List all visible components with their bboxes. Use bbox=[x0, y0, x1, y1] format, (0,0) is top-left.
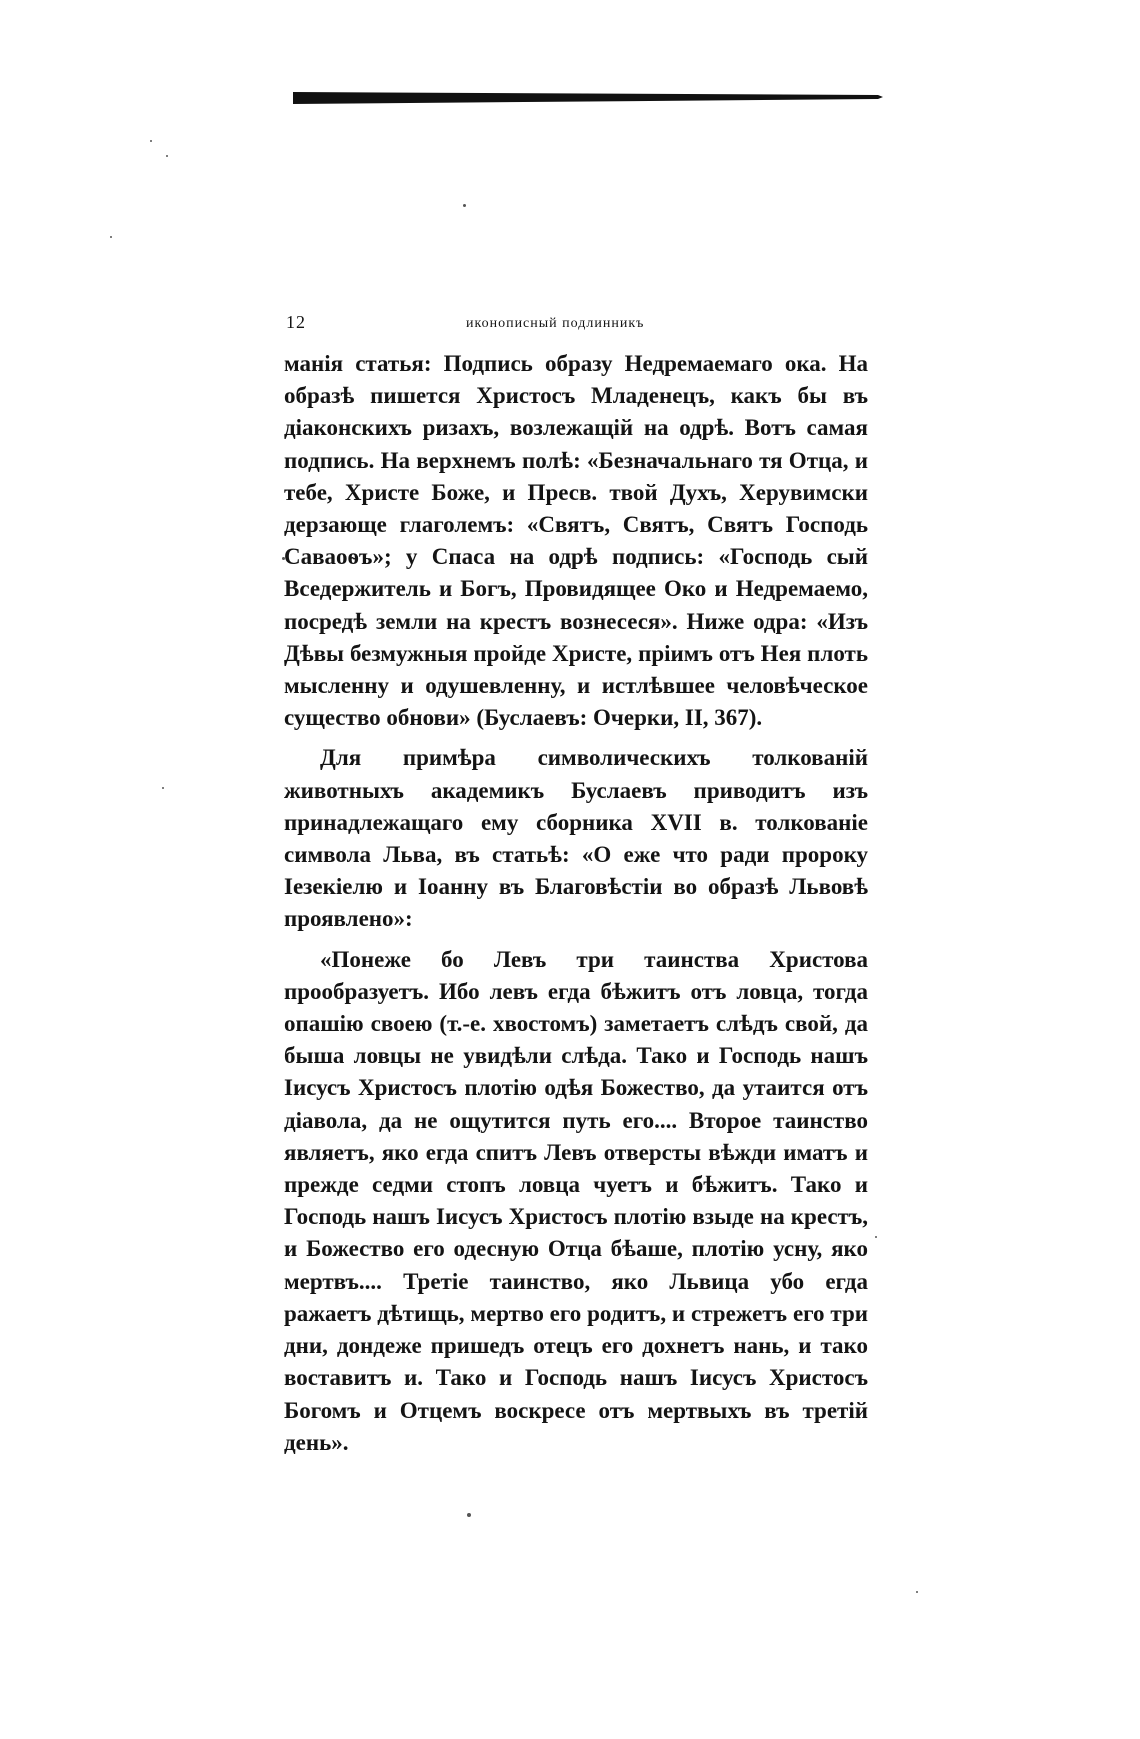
paragraph: манія статья: Подпись образу Недремаемаго ока. На образѣ пишется Христосъ Младенецъ, какъ бы въ діаконскихъ ризахъ, возлежащій на одрѣ. Вотъ самая подпись. На верхнемъ полѣ: «Безначальнаго тя Отца, и тебе, Христе Боже, и Пресв. твой Духъ, Херувимски дерзающе глаголемъ: «Святъ, Святъ, Святъ Господь Саваоѳъ»; у Спаса на одрѣ подпись: «Господь сый Вседержитель и Богъ, Провидящее Око и Недремаемо, посредѣ земли на крестъ вознесеся». Ниже одра: «Изъ Дѣвы безмужныя пройде Христе, пріимъ отъ Нея плоть мысленну и одушевленну, и истлѣвшее человѣческое существо обнови» (Буслаевъ: Очерки, II, 367). bbox=[284, 351, 868, 731]
specks bbox=[467, 1513, 471, 1517]
page-number: 12 bbox=[286, 312, 306, 332]
specks bbox=[110, 236, 112, 238]
specks bbox=[166, 155, 168, 157]
paragraph: Для примѣра символическихъ толкованій животныхъ академикъ Буслаевъ приводитъ изъ принадлежащаго ему сборника XVII в. толкованіе символа Льва, въ статьѣ: «О еже что ради пророку Іезекіелю и Іоанну въ Благовѣстіи во образѣ Львовѣ проявлено»: bbox=[284, 745, 868, 932]
specks bbox=[162, 787, 164, 789]
top-rule bbox=[293, 91, 883, 105]
specks bbox=[150, 140, 152, 142]
body-text bbox=[284, 348, 868, 1459]
specks bbox=[463, 204, 466, 207]
running-title: иконописный подлинникъ bbox=[466, 316, 645, 331]
specks bbox=[875, 1236, 877, 1238]
specks bbox=[916, 1591, 918, 1593]
paragraph: «Понеже бо Левъ три таинства Христова прообразуетъ. Ибо левъ егда бѣжитъ отъ ловца, тогда опашію своею (т.-е. хвостомъ) заметаетъ слѣдъ свой, да быша ловцы не увидѣли слѣда. Тако и Господь нашъ Іисусъ Христосъ плотію одѣя Божество, да утаится отъ діавола, да не ощутится путь его.... Второе таинство являетъ, яко егда спитъ Левъ отверсты вѣжди иматъ и прежде седми стопъ ловца чуетъ и бѣжитъ. Тако и Господь нашъ Іисусъ Христосъ плотію взыде на крестъ, и Божество его одесную Отца бѣаше, плотію усну, яко мертвъ.... Третіе таинство, яко Львица убо егда ражаетъ дѣтищь, мертво его родитъ, и стрежетъ его три дни, дондеже пришедъ отецъ его дохнетъ нань, и тако воставитъ и. Тако и Господь нашъ Іисусъ Христосъ Богомъ и Отцемъ воскресе отъ мертвыхъ въ третій день». bbox=[284, 946, 868, 1455]
